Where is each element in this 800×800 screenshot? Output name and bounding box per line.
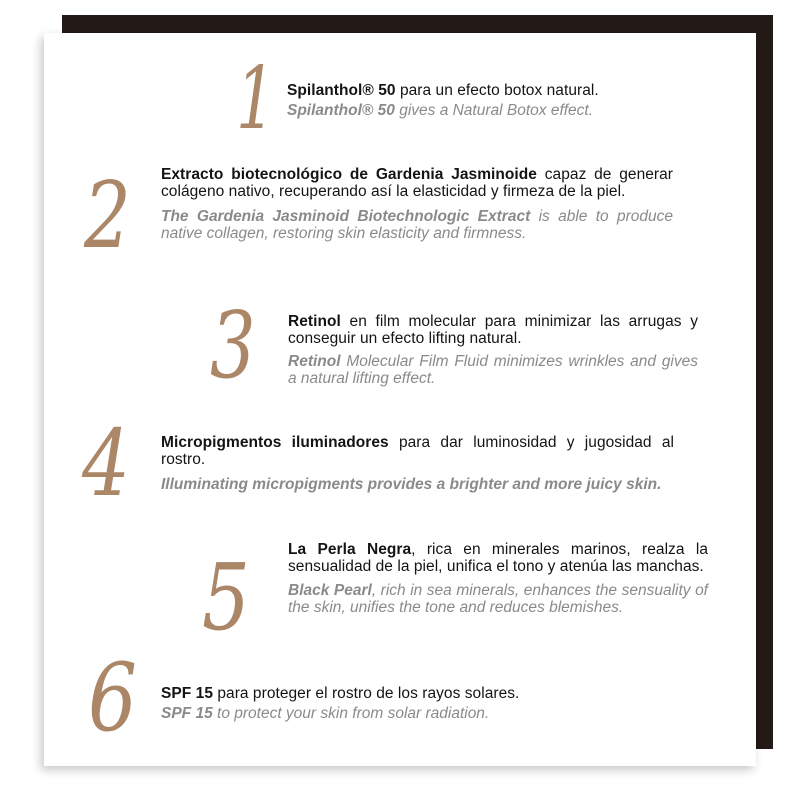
item-number-2: 2: [84, 162, 131, 269]
item-1-english-text: [287, 102, 632, 119]
item-5-english-title: Black Pearl: [288, 582, 372, 599]
item-1-spanish-body: para un efecto botox natural.: [395, 82, 599, 99]
item-5-english-body: , rich in sea minerals, enhances the sensuality of the skin, unifies the tone and reduces blemishes.: [288, 582, 708, 616]
item-number-1: 1: [236, 49, 276, 149]
benefit-item-4: [161, 434, 674, 493]
item-number-6: 6: [88, 644, 138, 753]
item-4-english-text: [161, 476, 674, 493]
item-5-spanish-title: La Perla Negra: [288, 541, 412, 558]
item-6-english-body: to protect your skin from solar radiation.: [212, 705, 490, 722]
item-4-english-title: Illuminating micropigments provides a brighter and more juicy skin.: [161, 476, 662, 493]
item-2-english-text: [161, 208, 673, 242]
item-3-spanish-body: en film molecular para minimizar las arrugas y conseguir un efecto lifting natural.: [288, 313, 698, 347]
item-number-3: 3: [210, 292, 256, 399]
item-6-english-title: SPF 15: [161, 705, 213, 722]
item-6-english-text: [161, 705, 581, 722]
item-1-spanish-title: Spilanthol® 50: [287, 82, 396, 99]
item-1-english-body: gives a Natural Botox effect.: [394, 102, 594, 119]
item-2-english-title: The Gardenia Jasminoid Biotechnologic Extract: [161, 208, 531, 225]
item-number-4: 4: [82, 410, 131, 517]
item-2-spanish-text: [161, 166, 673, 200]
item-3-spanish-title: Retinol: [288, 313, 341, 330]
item-6-spanish-body: para proteger el rostro de los rayos solares.: [213, 685, 520, 702]
item-3-english-text: [288, 353, 698, 387]
item-3-english-title: Retinol: [288, 353, 341, 370]
item-2-english-body: is able to produce native collagen, restoring skin elasticity and firmness.: [161, 208, 673, 242]
item-4-spanish-text: [161, 434, 674, 468]
item-6-spanish-text: [161, 685, 581, 702]
item-3-spanish-text: [288, 313, 698, 347]
benefit-item-1: [287, 82, 632, 119]
benefit-item-3: [288, 313, 698, 387]
item-1-english-title: Spilanthol® 50: [287, 102, 395, 119]
item-5-spanish-text: [288, 541, 708, 575]
item-4-spanish-title: Micropigmentos iluminadores: [161, 434, 389, 451]
benefits-card: [44, 33, 756, 766]
benefit-item-5: [288, 541, 708, 616]
item-5-spanish-body: , rica en minerales marinos, realza la sensualidad de la piel, unifica el tono y atenúa las manchas.: [288, 541, 708, 575]
item-4-spanish-body: para dar luminosidad y jugosidad al rostro.: [161, 434, 675, 468]
item-1-spanish-text: [287, 82, 632, 99]
benefit-item-6: [161, 685, 581, 722]
item-6-spanish-title: SPF 15: [161, 685, 213, 702]
item-2-spanish-body: capaz de generar colágeno nativo, recuperando así la elasticidad y firmeza de la piel.: [161, 166, 674, 200]
item-number-5: 5: [202, 544, 251, 651]
item-5-english-text: [288, 582, 708, 616]
item-3-english-body: Molecular Film Fluid minimizes wrinkles and gives a natural lifting effect.: [288, 353, 698, 387]
item-2-spanish-title: Extracto biotecnológico de Gardenia Jasminoide: [161, 166, 537, 183]
benefit-item-2: [161, 166, 673, 242]
